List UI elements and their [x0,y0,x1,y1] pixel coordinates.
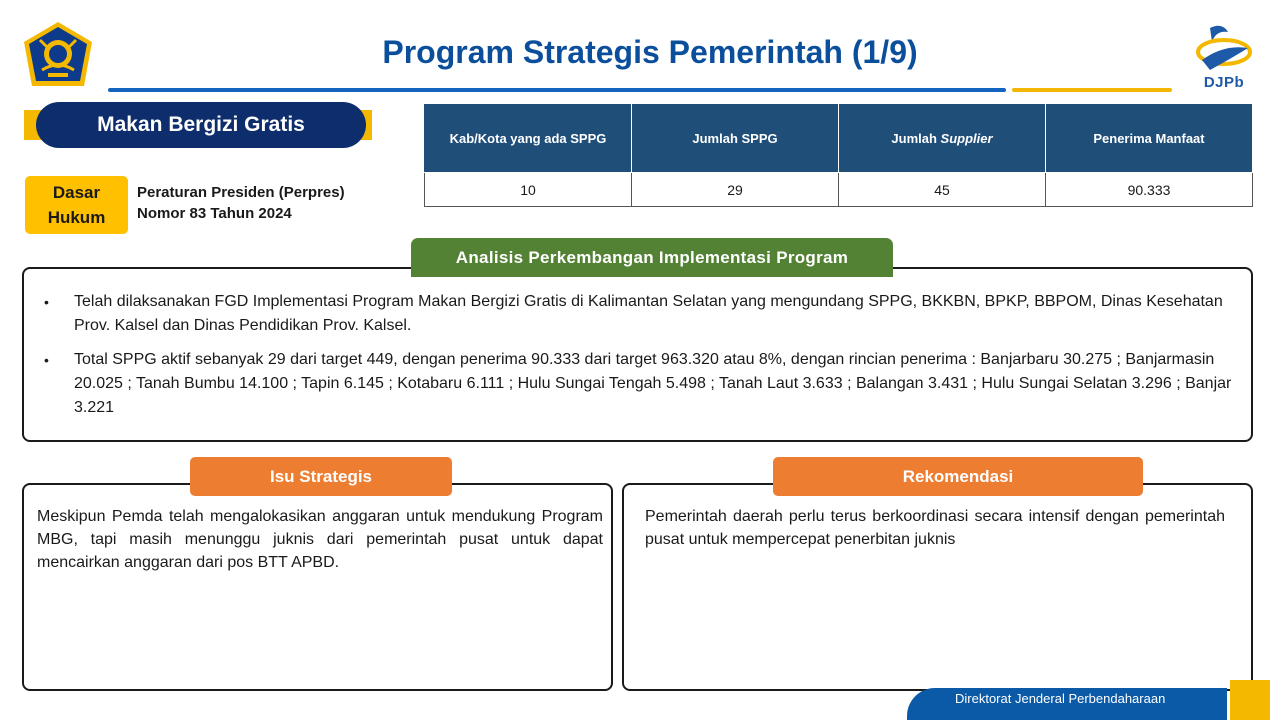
rekomendasi-text: Pemerintah daerah perlu terus berkoordinasi secara intensif dengan pemerintah pusat untuk mempercepat penerbitan juknis [645,508,1225,548]
list-item [44,290,1234,338]
analisis-item-1: Telah dilaksanakan FGD Implementasi Program Makan Bergizi Gratis di Kalimantan Selatan yang mengundang SPPG, BKKBN, BPKP, BBPOM, Dinas Kesehatan Prov. Kalsel dan Dinas Pendidikan Prov. Kalsel. [74,293,1223,334]
legal-basis-text [137,182,407,224]
cell-kabkota: 10 [425,173,632,207]
kemenkeu-emblem-icon [22,20,94,90]
legal-basis-label-line2: Hukum [47,208,106,227]
header-penerima-manfaat: Penerima Manfaat [1046,104,1253,173]
cell-jumlah-sppg: 29 [632,173,839,207]
legal-basis-label [25,176,128,234]
table-row [425,173,1253,207]
cell-penerima-manfaat: 90.333 [1046,173,1253,207]
header-jumlah-supplier-prefix: Jumlah [891,130,941,146]
analisis-title: Analisis Perkembangan Implementasi Program [411,238,893,277]
legal-basis-line1: Peraturan Presiden (Perpres) [137,184,345,201]
program-name: Makan Bergizi Gratis [36,102,366,148]
rekomendasi-title: Rekomendasi [773,457,1143,496]
footer-accent [1230,680,1270,720]
brand-label: DJPb [1203,74,1245,91]
isu-text: Meskipun Pemda telah mengalokasikan anggaran untuk mendukung Program MBG, tapi masih menunggu juknis dari pemerintah pusat untuk dapat mencairkan anggaran dari pos BTT APBD. [37,508,603,571]
bullet-icon: • [44,352,49,368]
stats-table-header-row [425,104,1253,173]
isu-title: Isu Strategis [190,457,452,496]
footer-text: Direktorat Jenderal Perbendaharaan [955,691,1166,706]
legal-basis-label-line1: Dasar [52,183,101,202]
header-kabkota: Kab/Kota yang ada SPPG [425,104,632,173]
legal-basis-line2: Nomor 83 Tahun 2024 [137,205,292,222]
analisis-item-2: Total SPPG aktif sebanyak 29 dari target 449, dengan penerima 90.333 dari target 963.320 atau 8%, dengan rincian penerima : Banjarbaru 30.275 ; Banjarmasin 20.025 ; Tanah Bumbu 14.100 ; Tapin 6.145 ; Kotabaru 6.111 ; Hulu Sungai Tengah 5.498 ; Tanah Laut 3.633 ; Balangan 3.431 ; Hulu Sungai Selatan 3.296 ; Banjar 3.221 [74,351,1232,416]
bullet-icon: • [44,294,49,310]
title-underline-yellow [1012,88,1172,92]
header-jumlah-supplier [839,104,1046,173]
title-underline-blue [108,88,1006,92]
page-title: Program Strategis Pemerintah (1/9) [382,34,918,70]
header-jumlah-sppg: Jumlah SPPG [632,104,839,173]
header-jumlah-supplier-italic: Supplier [940,130,993,146]
list-item [44,348,1234,420]
stats-table [424,103,1253,207]
analisis-list [44,290,1234,430]
cell-jumlah-supplier: 45 [839,173,1046,207]
